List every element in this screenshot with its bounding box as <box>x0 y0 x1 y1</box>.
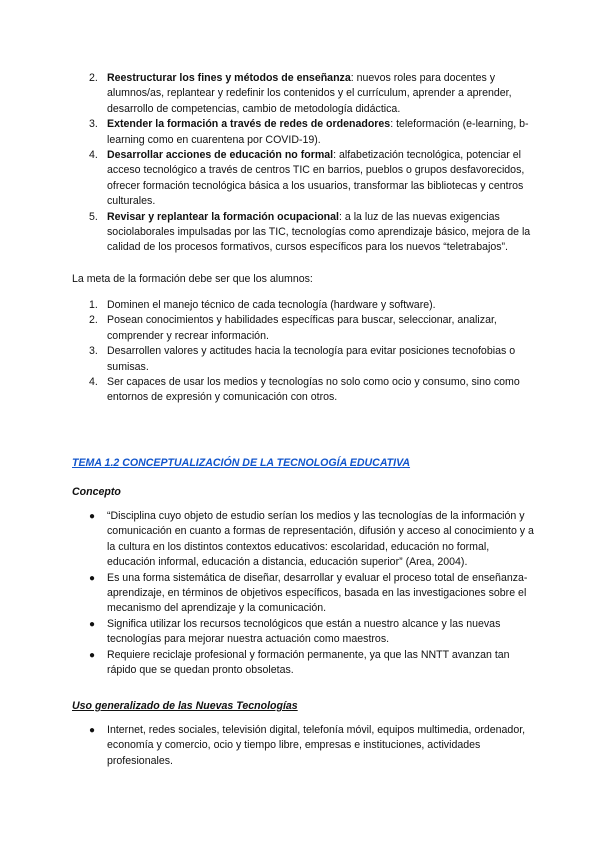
list-number: 1. <box>89 299 98 311</box>
list-number: 4. <box>89 149 98 162</box>
concepto-bullets <box>72 509 534 678</box>
bullet-text: Significa utilizar los recursos tecnológicos que están a nuestro alcance y las nuevas tecnologías para mejorar nuestra actuación como maestros. <box>107 617 501 646</box>
item-text: Ser capaces de usar los medios y tecnologías no solo como ocio y consumo, sino como entornos de expresión y comunicación con otros. <box>107 376 520 404</box>
bullet-item <box>72 509 534 571</box>
list-item <box>72 117 534 148</box>
item-text: : a la luz de las nuevas exigencias sociolaborales impulsadas por las TIC, tecnologías como aprendizaje básico, mejora de la calidad de los procesos formativos, cursos específicos para los nuevos “teletrabajos”. <box>107 210 531 254</box>
item-bold-title: Revisar y replantear la formación ocupacional <box>107 210 339 223</box>
list-item <box>72 313 534 344</box>
section-heading-link[interactable]: TEMA 1.2 CONCEPTUALIZACIÓN DE LA TECNOLOGÍA EDUCATIVA <box>72 457 411 469</box>
bullet-icon: ● <box>89 572 96 584</box>
item-text: Dominen el manejo técnico de cada tecnología (hardware y software). <box>107 299 436 311</box>
bullet-text: “Disciplina cuyo objeto de estudio serían los medios y las tecnologías de la información y comunicación en cuanto a formas de representación, difusión y acceso al conocimiento y a la cultura en los distintos contextos educativos: escolaridad, educación no formal, educación informal, educación a distancia, educación superior” (Area, 2004). <box>107 510 534 569</box>
item-bold-title: Reestructurar los fines y métodos de enseñanza <box>107 72 351 84</box>
list-number: 2. <box>89 72 98 84</box>
concepto-heading: Concepto <box>72 486 121 498</box>
item-bold-title: Desarrollar acciones de educación no formal <box>107 149 334 162</box>
list-item <box>72 344 534 375</box>
item-text: : teleformación (e-learning, b-learning como en cuarentena por COVID-19). <box>107 118 529 146</box>
objectives-list <box>72 71 534 256</box>
item-bold-title: Extender la formación a través de redes de ordenadores <box>107 118 391 131</box>
item-text: Posean conocimientos y habilidades específicas para buscar, seleccionar, analizar, comprender y recrear información. <box>107 314 497 342</box>
list-item <box>72 298 534 313</box>
bullet-item <box>72 648 534 679</box>
bullet-text: Requiere reciclaje profesional y formación permanente, ya que las NNTT avanzan tan rápido que se quedan pronto obsoletas. <box>107 648 510 677</box>
bullet-item <box>72 617 534 648</box>
list-number: 2. <box>89 314 98 327</box>
uso-bullets <box>72 723 534 769</box>
bullet-icon: ● <box>89 511 96 522</box>
bullet-text: Internet, redes sociales, televisión digital, telefonía móvil, equipos multimedia, ordenador, economía y comercio, ocio y tiempo libre, empresas e instituciones, actividades profesionales. <box>107 724 526 767</box>
list-item <box>72 148 534 210</box>
bullet-icon: ● <box>89 618 96 630</box>
bullet-text: Es una forma sistemática de diseñar, desarrollar y evaluar el proceso total de enseñanza-aprendizaje, en términos de objetivos específicos, basada en las investigaciones sobre el mecanismo del aprendizaje y la comunicación. <box>107 571 528 615</box>
uso-heading: Uso generalizado de las Nuevas Tecnologías <box>72 700 298 712</box>
item-text: Desarrollen valores y actitudes hacia la tecnología para evitar posiciones tecnofobias o sumisas. <box>107 345 516 373</box>
item-text: : nuevos roles para docentes y alumnos/as, replantear y redefinir los contenidos y el currículum, aprender a aprender, desarrollo de competencias, cambio de metodología didáctica. <box>107 72 512 115</box>
bullet-icon: ● <box>89 725 96 736</box>
list-item <box>72 71 534 117</box>
bullet-icon: ● <box>89 649 96 661</box>
bullet-item <box>72 571 534 617</box>
list-item <box>72 375 534 406</box>
list-number: 3. <box>89 118 98 131</box>
goals-list <box>72 298 534 406</box>
list-number: 3. <box>89 345 98 358</box>
meta-intro: La meta de la formación debe ser que los alumnos: <box>72 273 313 285</box>
list-item <box>72 210 534 256</box>
item-text: : alfabetización tecnológica, potenciar el acceso tecnológico a través de centros TIC en barrios, pueblos o grupos desfavorecidos, ofrecer formación tecnológica básica a los usuarios, transformar las bibliotecas y centros culturales. <box>107 149 525 208</box>
bullet-item <box>72 723 534 769</box>
list-number: 4. <box>89 376 98 389</box>
list-number: 5. <box>89 210 98 223</box>
